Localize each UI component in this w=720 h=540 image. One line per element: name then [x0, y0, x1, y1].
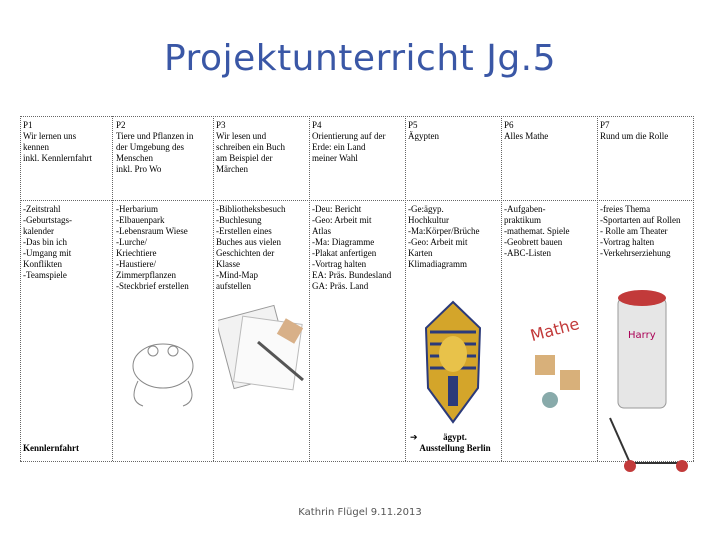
table-border-top	[20, 116, 694, 117]
p7-items: -freies Thema -Sportarten auf Rollen - Rolle am Theater -Vortrag halten -Verkehrserziehung	[600, 204, 681, 258]
p7-header: P7 Rund um die Rolle	[600, 120, 669, 141]
p2-header: P2 Tiere und Pflanzen in der Umgebung des Menschen inkl. Pro Wo	[116, 120, 194, 174]
roll-scooter-illustration	[600, 288, 695, 478]
p4-items: -Deu: Bericht -Geo: Arbeit mit Atlas -Ma: Diagramme -Plakat anfertigen -Vortrag halten EA: Präs. Bundesland GA: Präs. Land	[312, 204, 392, 291]
p5-caption: ägypt. Ausstellung Berlin	[419, 432, 491, 453]
footer-author-date: Kathrin Flügel 9.11.2013	[298, 507, 422, 518]
frog-sketch-illustration	[118, 306, 208, 416]
svg-text:Mathe: Mathe	[528, 313, 582, 346]
header-row-divider	[20, 200, 694, 201]
p2-items: -Herbarium -Elbauenpark -Lebensraum Wiese -Lurche/ Kriechtiere -Haustiere/ Zimmerpflanzen -Steckbrief erstellen	[116, 204, 189, 291]
page-title: Projektunterricht Jg.5	[163, 38, 557, 79]
math-collage-illustration	[525, 300, 595, 420]
table-border-bottom	[20, 461, 694, 462]
p1-header: P1 Wir lernen uns kennen inkl. Kennlernfahrt	[23, 120, 92, 163]
p1-caption: Kennlernfahrt	[23, 443, 79, 453]
col-divider	[501, 116, 502, 461]
p6-header: P6 Alles Mathe	[504, 120, 549, 141]
col-divider	[405, 116, 406, 461]
arrow-icon: ➔	[410, 432, 418, 442]
svg-text:Harry: Harry	[628, 330, 656, 341]
col-divider	[309, 116, 310, 461]
col-divider	[20, 116, 21, 461]
p1-items: -Zeitstrahl -Geburtstags- kalender -Das bin ich -Umgang mit Konflikten -Teamspiele	[23, 204, 72, 280]
p5-items: -Ge:ägyp. Hochkultur -Ma:Körper/Brüche -Geo: Arbeit mit Karten Klimadiagramm	[408, 204, 480, 269]
col-divider	[112, 116, 113, 461]
p4-header: P4 Orientierung auf der Erde: ein Land meiner Wahl	[312, 120, 386, 163]
book-pen-illustration	[218, 302, 310, 394]
p3-header: P3 Wir lesen und schreiben ein Buch am Beispiel der Märchen	[216, 120, 285, 174]
p3-items: -Bibliotheksbesuch -Buchlesung -Erstellen eines Buches aus vielen Geschichten der Klasse -Mind-Map aufstellen	[216, 204, 286, 291]
pharaoh-mask-illustration	[418, 298, 488, 426]
p6-items: -Aufgaben- praktikum -mathemat. Spiele -Geobrett bauen -ABC-Listen	[504, 204, 570, 258]
col-divider	[597, 116, 598, 461]
p5-header: P5 Ägypten	[408, 120, 439, 141]
col-divider	[213, 116, 214, 461]
